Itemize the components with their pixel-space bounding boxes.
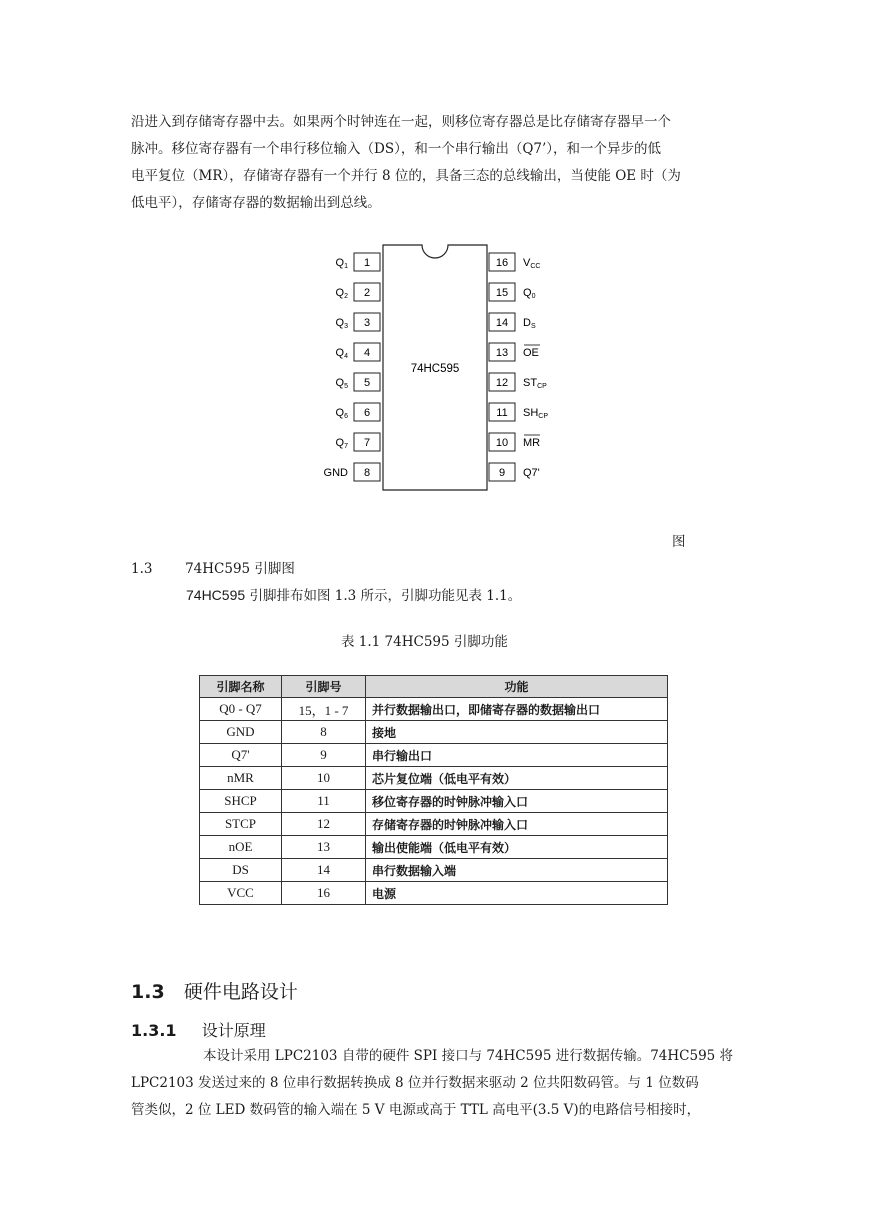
body-line: 管类似，2 位 LED 数码管的输入端在 5 V 电源或高于 TTL 高电平(3.5 V)的电路信号相接时， <box>131 1102 701 1118</box>
figure-caption <box>131 557 295 577</box>
subsection-heading <box>131 1018 266 1041</box>
body-line: 本设计采用 LPC2103 自带的硬件 SPI 接口与 74HC595 进行数据传输。74HC595 将 <box>203 1048 734 1064</box>
pin-label: Q7 <box>335 437 348 450</box>
pin-label: OE <box>523 347 539 359</box>
pin-number: 4 <box>363 347 371 359</box>
table-row <box>200 721 668 744</box>
cell-pin-number: 10 <box>282 767 366 790</box>
body-paragraph <box>131 1043 733 1124</box>
cell-function: 并行数据输出口，即储寄存器的数据输出口 <box>366 698 668 721</box>
pin-number: 12 <box>495 377 509 389</box>
cell-pin-number: 12 <box>282 813 366 836</box>
table-row <box>200 698 668 721</box>
table-row <box>200 767 668 790</box>
figure-title: 74HC595 引脚图 <box>185 561 295 577</box>
section-title: 硬件电路设计 <box>183 981 298 1003</box>
cell-function: 串行输出口 <box>366 744 668 767</box>
chip-label: 74HC595 <box>410 363 460 375</box>
intro-line: 沿进入到存储寄存器中去。如果两个时钟连在一起，则移位寄存器总是比存储寄存器早一个 <box>131 114 671 130</box>
body-line: LPC2103 发送过来的 8 位串行数据转换成 8 位并行数据来驱动 2 位共阳数码管。与 1 位数码 <box>131 1075 699 1091</box>
figure-number: 1.3 <box>131 561 153 577</box>
pin-label: SHCP <box>523 407 549 420</box>
pin-label: Q2 <box>335 287 348 300</box>
intro-paragraph <box>131 109 681 217</box>
cell-pin-name: VCC <box>200 882 282 905</box>
pin-number: 8 <box>363 467 371 479</box>
pin-label: Q5 <box>335 377 348 390</box>
pin-number: 11 <box>496 407 508 419</box>
pin-number: 15 <box>495 287 509 299</box>
header-pin-name: 引脚名称 <box>200 676 282 698</box>
intro-line: 电平复位（MR），存储寄存器有一个并行 8 位的，具备三态的总线输出，当使能 OE 时（为 <box>131 168 681 184</box>
cell-pin-number: 14 <box>282 859 366 882</box>
reference-sentence <box>186 584 521 604</box>
pin-number: 16 <box>495 257 509 269</box>
cell-pin-number: 16 <box>282 882 366 905</box>
table-row <box>200 790 668 813</box>
cell-pin-number: 9 <box>282 744 366 767</box>
pin-number: 3 <box>363 317 371 329</box>
pin-number: 6 <box>363 407 371 419</box>
cell-function: 存储寄存器的时钟脉冲输入口 <box>366 813 668 836</box>
cell-pin-name: GND <box>200 721 282 744</box>
pin-number: 10 <box>495 437 509 449</box>
pinout-diagram <box>310 240 560 500</box>
cell-pin-number: 15，1 - 7 <box>282 698 366 721</box>
cell-function: 电源 <box>366 882 668 905</box>
pin-number: 14 <box>495 317 509 329</box>
cell-pin-name: SHCP <box>200 790 282 813</box>
cell-pin-number: 13 <box>282 836 366 859</box>
cell-function: 输出使能端（低电平有效） <box>366 836 668 859</box>
chip-ref: 74HC595 <box>186 587 246 603</box>
pin-number: 1 <box>363 257 371 269</box>
pin-label: Q4 <box>335 347 348 360</box>
pin-label: VCC <box>523 257 541 270</box>
intro-line: 低电平），存储寄存器的数据输出到总线。 <box>131 195 381 211</box>
figure-caption-word: 图 <box>672 534 686 550</box>
table-caption: 表 1.1 74HC595 引脚功能 <box>341 634 508 650</box>
cell-function: 芯片复位端（低电平有效） <box>366 767 668 790</box>
pin-number: 7 <box>363 437 371 449</box>
cell-function: 移位寄存器的时钟脉冲输入口 <box>366 790 668 813</box>
pin-number: 2 <box>363 287 371 299</box>
pin-function-table <box>199 675 668 905</box>
header-function: 功能 <box>366 676 668 698</box>
cell-pin-name: Q7' <box>200 744 282 767</box>
cell-pin-number: 8 <box>282 721 366 744</box>
cell-pin-name: nOE <box>200 836 282 859</box>
pin-label: Q1 <box>335 257 348 270</box>
cell-pin-name: DS <box>200 859 282 882</box>
pin-label: STCP <box>523 377 547 390</box>
table-row <box>200 744 668 767</box>
header-pin-number: 引脚号 <box>282 676 366 698</box>
intro-line: 脉冲。移位寄存器有一个串行移位输入（DS），和一个串行输出（Q7’），和一个异步的低 <box>131 141 662 157</box>
pin-number: 13 <box>495 347 509 359</box>
cell-pin-name: STCP <box>200 813 282 836</box>
pin-number: 5 <box>363 377 371 389</box>
reference-rest: 引脚排布如图 1.3 所示，引脚功能见表 1.1。 <box>249 588 522 604</box>
table-header-row <box>200 676 668 698</box>
section-heading <box>131 977 298 1004</box>
right-pins <box>489 253 548 481</box>
cell-pin-name: Q0 - Q7 <box>200 698 282 721</box>
table-row <box>200 882 668 905</box>
pin-number: 9 <box>498 467 506 479</box>
cell-function: 接地 <box>366 721 668 744</box>
subsection-number: 1.3.1 <box>131 1021 177 1040</box>
cell-function: 串行数据输入端 <box>366 859 668 882</box>
cell-pin-number: 11 <box>282 790 366 813</box>
subsection-title: 设计原理 <box>201 1021 266 1040</box>
section-number: 1.3 <box>131 981 165 1003</box>
pin-label: Q7' <box>523 467 540 479</box>
pin-label: DS <box>523 317 536 330</box>
pin-label: Q0 <box>523 287 536 300</box>
left-pins <box>324 253 380 481</box>
cell-pin-name: nMR <box>200 767 282 790</box>
pin-label: MR <box>523 437 541 449</box>
table-row <box>200 859 668 882</box>
pin-label: Q3 <box>335 317 348 330</box>
pin-label: GND <box>323 467 348 479</box>
table-row <box>200 836 668 859</box>
table-row <box>200 813 668 836</box>
pin-label: Q6 <box>335 407 348 420</box>
